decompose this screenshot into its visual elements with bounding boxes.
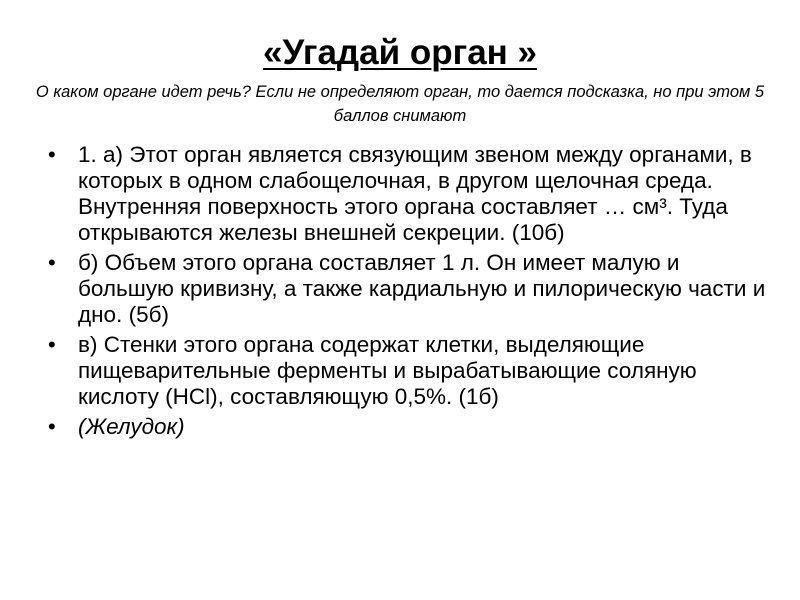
bullet-icon: • [48,250,56,275]
slide-title: «Угадай орган » [262,33,537,72]
bullet-list [48,142,768,444]
list-item-text: б) Объем этого органа составляет 1 л. Он имеет малую и большую кривизну, а также кардиальную и пилорическую части и дно. (5б) [78,250,766,327]
bullet-icon: • [48,142,56,167]
list-item-3 [48,332,768,410]
bullet-icon: • [48,332,56,357]
bullet-icon: • [48,414,56,439]
list-item-1 [48,142,768,246]
answer-text: (Желудок) [78,414,185,439]
list-item-text: 1. а) Этот орган является связующим звеном между органами, в которых в одном слабощелочная, в другом щелочная среда. Внутренняя поверхность этого органа составляет … см³. Туда открываются железы внешней секреции. (10б) [78,142,752,245]
slide-subtitle: О каком органе идет речь? Если не определяют орган, то дается подсказка, но при этом 5 баллов снимают [35,83,765,125]
list-item-answer [48,414,768,440]
list-item-2 [48,250,768,328]
list-item-text: в) Стенки этого органа содержат клетки, выделяющие пищеварительные ферменты и вырабатывающие соляную кислоту (HCl), составляющую 0,5%. (1б) [78,332,697,409]
